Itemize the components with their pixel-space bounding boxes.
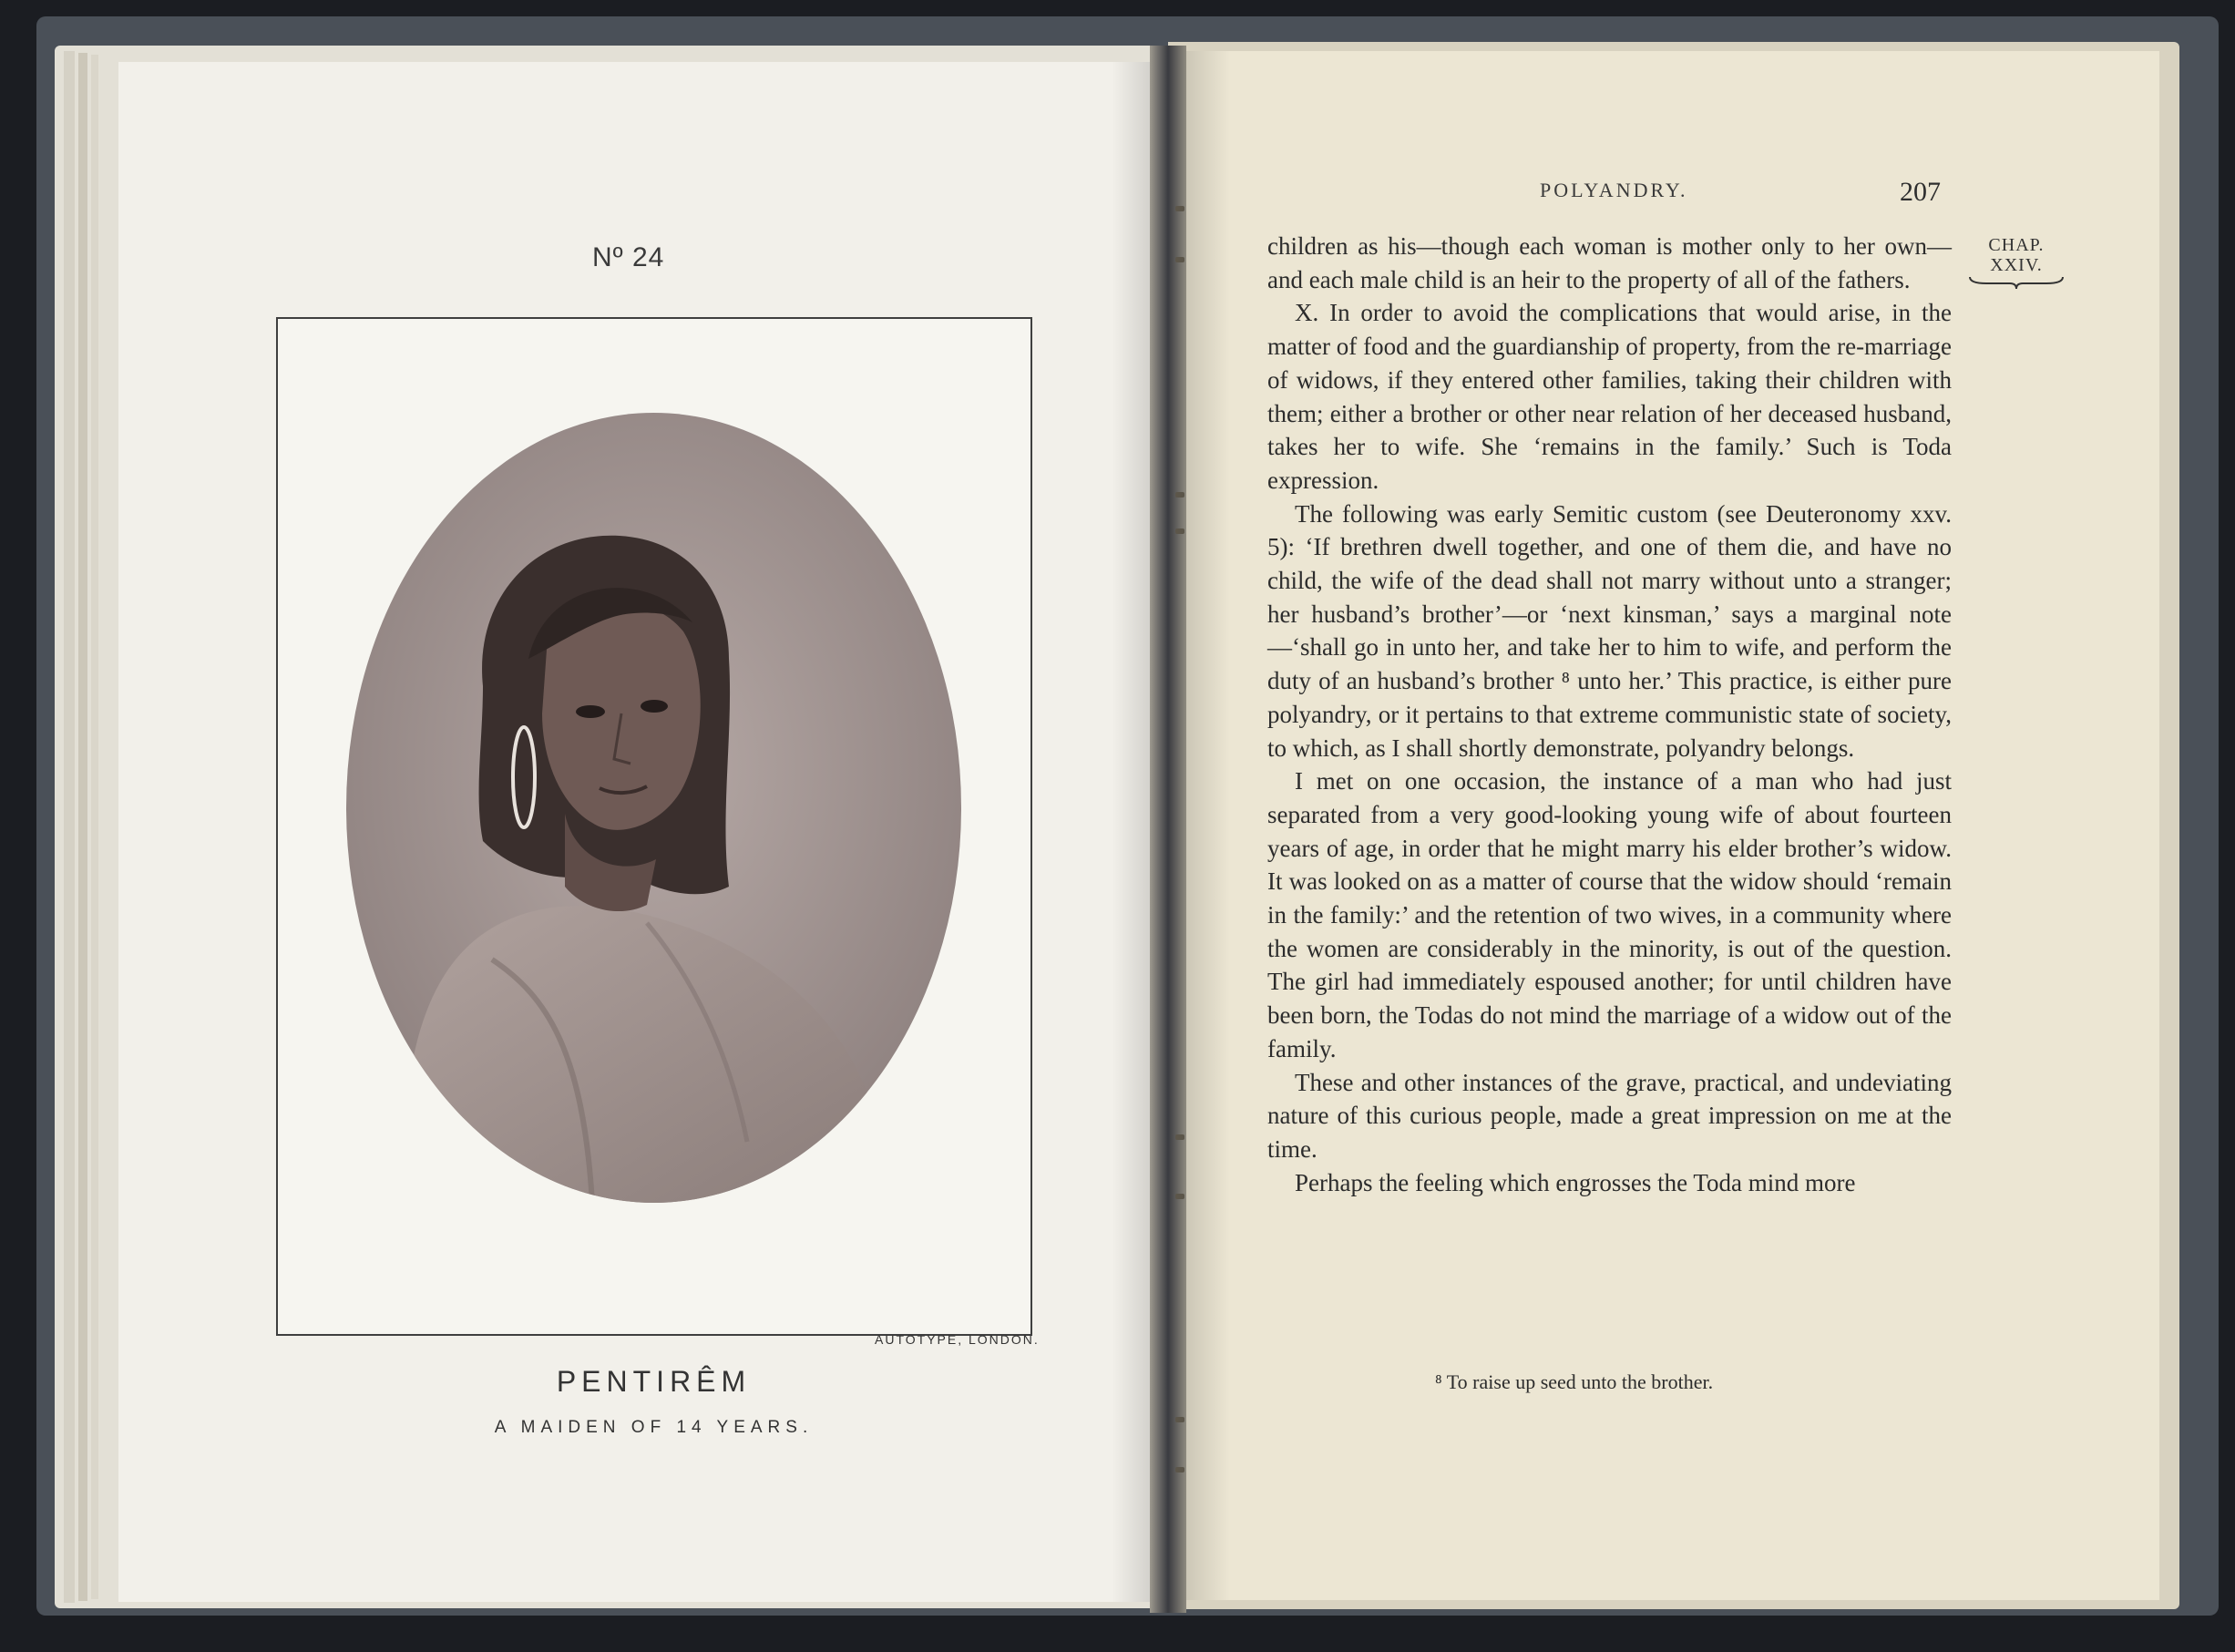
binding-stitch (1175, 206, 1184, 211)
binding-stitch (1175, 1467, 1184, 1472)
plate-caption-title: PENTIRÊM (556, 1365, 752, 1398)
paragraph: I met on one occasion, the instance of a man who had just separated from a very good-looking young wife of about fourteen years of age, in order that he might marry his elder brother’s widow. It was looked on as a matter of course that the widow should ‘remain in the family:’ and the retention of two wives, in a community where the women are considerably in the minority, is out of the question. The girl had immediately espoused another; for until children have been born, the Todas do not mind the marriage of a widow out of the family. (1267, 767, 1952, 1062)
plate-caption-subtitle: A MAIDEN OF 14 YEARS. (494, 1418, 814, 1437)
footnote: ⁸ To raise up seed unto the brother. (1435, 1370, 1714, 1393)
photo-plate (276, 317, 1032, 1336)
page-number: 207 (1900, 177, 1941, 207)
chapter-number: XXIV. (1990, 255, 2043, 275)
chapter-marker (1974, 235, 2059, 275)
running-head: POLYANDRY. (1540, 179, 1688, 201)
paragraph: children as his—though each woman is mother only to her own—and each male child is an heir to the property of all of the fathers. (1267, 232, 1952, 293)
binding-stitch (1175, 492, 1184, 498)
binding-stitch (1175, 257, 1184, 262)
paragraph: The following was early Semitic custom (see Deuteronomy xxv. 5): ‘If brethren dwell together, and one of them die, and have no child, the wife of the dead shall not marry without unto a stranger; her husband’s brother’—or ‘next kinsman,’ says a marginal note—‘shall go in unto her, and take her to him to wife, and perform the duty of an husband’s brother ⁸ unto her.’ This practice, is either pure polyandry, or it pertains to that extreme communistic state of society, to which, as I shall shortly demonstrate, polyandry belongs. (1267, 499, 1952, 762)
paragraph: These and other instances of the grave, practical, and undeviating nature of this curious people, made a great impression on me at the time. (1267, 1068, 1952, 1163)
body-text (1267, 230, 1952, 1199)
plate-number: Nº 24 (592, 242, 665, 272)
publisher-credit: AUTOTYPE, LONDON. (875, 1332, 1040, 1347)
chapter-label: CHAP. (1988, 235, 2045, 255)
paragraph: Perhaps the feeling which engrosses the Toda mind more (1295, 1168, 1856, 1196)
binding-stitch (1175, 528, 1184, 534)
paragraph: X. In order to avoid the complications that would arise, in the matter of food and the guardianship of property, from the re-marriage of widows, if they entered other families, taking their children with them; either a brother or other near relation of her deceased husband, takes her to wife. She ‘remains in the family.’ Such is Toda expression. (1267, 299, 1952, 494)
binding-stitch (1175, 1134, 1184, 1140)
chapter-brace-icon (1968, 275, 2065, 290)
portrait-photograph (346, 413, 961, 1203)
binding-stitch (1175, 1194, 1184, 1199)
